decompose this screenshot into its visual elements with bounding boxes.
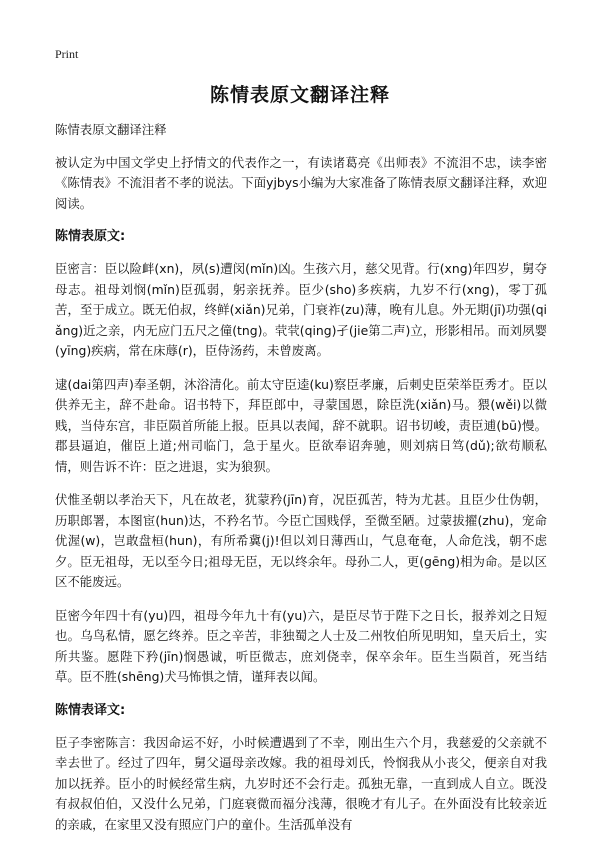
print-label: Print (55, 47, 79, 61)
translation-paragraph-1: 臣子李密陈言：我因命运不好，小时候遭遇到了不幸，刚出生六个月，我慈爱的父亲就不幸去世了。经过了四年，舅父逼母亲改嫁。我的祖母刘氏，怜悯我从小丧父，便亲自对我加以抚养。臣小的时候经常生病，九岁时还不会行走。孤独无靠，一直到成人自立。既没有叔叔伯伯，又没什么兄弟，门庭衰微而福分浅薄，很晚才有儿子。在外面没有比较亲近的亲戚，在家里又没有照应门户的童仆。生活孤单没有 (55, 734, 547, 832)
subtitle: 陈情表原文翻译注释 (55, 122, 167, 137)
article-body (55, 120, 547, 848)
original-heading: 陈情表原文: (55, 229, 126, 244)
page-title: 陈情表原文翻译注释 (209, 84, 390, 106)
original-paragraph-3: 伏惟圣朝以孝治天下，凡在故老，犹蒙矜(jīn)育，况臣孤苦，特为尤甚。且臣少仕伪朝，历职郎署，本图宦(hun)达，不矜名节。今臣亡国贱俘，至微至陋。过蒙拔擢(zhu)，宠命优渥(w)，岂敢盘桓(hun)，有所希冀(j)!但以刘日薄西山，气息奄奄，人命危浅，朝不虑夕。臣无祖母，无以至今日;祖母无臣，无以终余年。母孙二人，更(gēng)相为命。是以区区不能废远。 (55, 492, 547, 589)
translation-heading: 陈情表译文: (55, 702, 126, 718)
original-paragraph-1: 臣密言：臣以险衅(xn)，夙(s)遭闵(mǐn)凶。生孩六月，慈父见背。行(xng)年四岁，舅夺母志。祖母刘悯(mǐn)臣孤弱，躬亲抚养。臣少(sho)多疾病，九岁不行(xng)，零丁孤苦，至于成立。既无伯叔，终鲜(xiǎn)兄弟，门衰祚(zu)薄，晚有儿息。外无期(jī)功强(qiǎng)近之亲，内无应门五尺之僮(tng)。茕茕(qing)孑(jie第二声)立，形影相吊。而刘夙婴(yīng)疾病，常在床蓐(r)，臣侍汤药，未曾废离。 (55, 261, 547, 358)
original-paragraph-2: 逮(dai第四声)奉圣朝，沐浴清化。前太守臣逵(ku)察臣孝廉，后刺史臣荣举臣秀才。臣以供养无主，辞不赴命。诏书特下，拜臣郎中，寻蒙国恩，除臣洗(xiǎn)马。猥(wěi)以微贱，当侍东宫，非臣陨首所能上报。臣具以表闻，辞不就职。诏书切峻，责臣逋(bū)慢。郡县逼迫，催臣上道;州司临门，急于星火。臣欲奉诏奔驰，则刘病日笃(dǔ);欲苟顺私情，则告诉不许：臣之进退，实为狼狈。 (55, 376, 547, 474)
intro-paragraph: 被认定为中国文学史上抒情文的代表作之一，有读诸葛亮《出师表》不流泪不忠，读李密《陈情表》不流泪者不孝的说法。下面yjbys小编为大家准备了陈情表原文翻译注释，欢迎阅读。 (55, 154, 547, 211)
original-paragraph-4: 臣密今年四十有(yu)四，祖母今年九十有(yu)六，是臣尽节于陛下之日长，报养刘之日短也。乌鸟私情，愿乞终养。臣之辛苦，非独蜀之人士及二州牧伯所见明知，皇天后土，实所共鉴。愿陛下矜(jīn)悯愚诚，听臣微志，庶刘侥幸，保卒余年。臣生当陨首，死当结草。臣不胜(shēng)犬马怖惧之情，谨拜表以闻。 (55, 607, 547, 684)
